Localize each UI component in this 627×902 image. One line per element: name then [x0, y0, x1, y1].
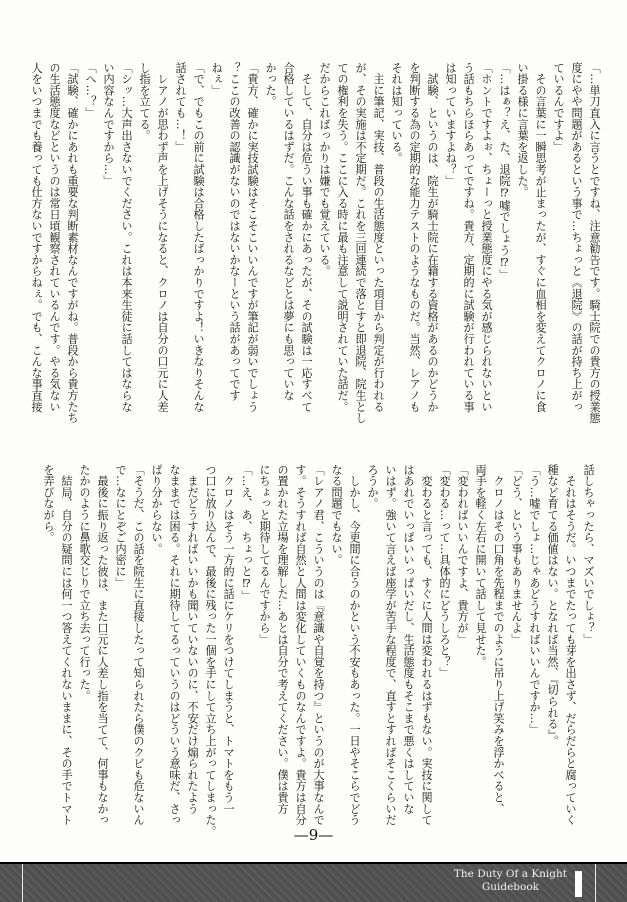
footer-divider — [22, 864, 23, 902]
text-column: 「変わればいいんですよ、貴方が」 — [456, 464, 469, 645]
text-column: す。そうすれば自然と人間は変化していくものなんですよ。貴方は自分 — [294, 464, 307, 826]
text-column: 「変わる…って…具体的にどうしろと？」 — [438, 464, 451, 679]
text-column: は知っていますよね？」 — [444, 62, 457, 187]
text-column: の生活態度などというのは常日頃観察されているんです。やる気ない — [48, 62, 61, 413]
text-column: ているんですよ」 — [552, 62, 565, 153]
text-column: それは知っている。 — [390, 62, 403, 164]
text-column: かった。 — [264, 62, 277, 108]
text-column: にちょっと期待してるんですから」 — [258, 464, 271, 645]
book-title-line2: Guidebook — [481, 881, 540, 893]
text-column: それはそうだ。いつまでたっても芽を出さず、だらだらと腐っていく — [564, 464, 577, 826]
text-column: を判断する為の定期的な能力テストのようなものだ。当然、レアノも — [408, 62, 421, 413]
text-column: クロノはそう一方的に話にケリをつけてしまうと、トマトをもう一 — [222, 464, 235, 815]
text-column: 「レアノ君、こういうのは『意識や自覚を持つ』というのが大事なんで — [312, 464, 325, 826]
text-column: 「試験、確かにあれも重要な判断素材なんですがね。普段から貴方たち — [66, 62, 79, 424]
text-column: 主に筆記、実技、普段の生活態度といった項目から判定が行われる — [372, 62, 385, 413]
text-column: だからこればっかりは嫌でも覚えている。 — [318, 62, 331, 277]
text-column: 合格しているはずだ。こんな話をされるなどとは夢にも思っていな — [282, 62, 295, 401]
text-column: いはず。強いて言えば座学が苦手な程度で、直すとすればそこくらいだ — [384, 464, 397, 826]
text-column: ？ここの改善の認識がないのではないかなーという話があってです — [228, 62, 241, 401]
text-column: 「う…嘘でしょ…じゃあどうすればいいんですか…」 — [528, 464, 541, 736]
text-column: で…なにとぞご内密に」 — [114, 464, 127, 589]
text-column: し指を立てる。 — [138, 62, 151, 142]
text-column: ぱり分からない。 — [150, 464, 163, 555]
text-column: ろうか。 — [366, 464, 379, 510]
text-column: を弄びながら。 — [42, 464, 55, 544]
bottom-text-block — [39, 464, 597, 837]
text-column: い内容なんですから…」 — [102, 62, 115, 187]
text-column: つ口に放り込んで、最後に残った一個を手にして立ち上がってしまった。 — [204, 464, 217, 837]
text-column: その言葉に一瞬思考が止まったが、すぐに血相を変えてクロノに食 — [534, 62, 547, 413]
text-column: 「シッ…大声出さないでください。これは本来生徒に話してはならな — [120, 62, 133, 413]
text-column: 「そうだ、この話を院生に直接したって知られたら僕のクビも危ないん — [132, 464, 145, 826]
text-column: 「…はぁ？え、た、退院⁉嘘でしょう⁉」 — [498, 62, 511, 281]
book-title-line1: The Duty Of a Knight — [453, 868, 567, 880]
text-column: 「貴方、確かに実技試験はそこそこいいんですが筆記が弱いでしょう — [246, 62, 259, 413]
text-column: 「へ…？」 — [84, 62, 97, 119]
text-column: ての権利を失う。ここに入る時に最も注意して説明されていた話だ。 — [336, 62, 349, 413]
text-column: そして、自分は危うい事も確かにあったが、その試験は一応すべて — [300, 62, 313, 413]
text-column: なる問題でもない。 — [330, 464, 343, 566]
text-column: まだどうすればいいかも聞いていないのに、不安だけ煽られたよう — [186, 464, 199, 815]
text-column: クロノはその口角を先程までのように吊り上げ笑みを浮かべると、 — [492, 464, 505, 815]
text-column: 「…単刀直入に言うとですね、注意勧告です。騎士院での貴方の授業態 — [588, 62, 601, 424]
text-column: 結局、自分の疑問には何一つ答えてくれないままに、その手でトマト — [60, 464, 73, 826]
text-column: 話されても…！」 — [174, 62, 187, 153]
text-column: 人をいつまでも養っても仕方ないですからねぇ。でも、こんな事直接 — [30, 62, 43, 413]
text-column: 種など育てる価値はない。となれば当然、『切られる』。 — [546, 464, 559, 747]
top-text-block — [27, 62, 603, 430]
text-column: 度にやや問題があるという事で…ちょっと《退院》の話が持ち上がっ — [570, 62, 583, 413]
footer-band — [0, 862, 627, 902]
text-column: ねぇ」 — [210, 62, 223, 96]
text-column: はあれでいっぱいいっぱいだし、生活態度もそこまで悪くはしていな — [402, 464, 415, 815]
text-column: が、その実施は不定期だ。これを三回連続で落とすと即退院、院生とし — [354, 62, 367, 424]
text-column: 両手を軽く左右に開いて話して見せた。 — [474, 464, 487, 668]
page-number: —9— — [293, 826, 334, 844]
text-column: 「…え、あ、ちょっと⁉」 — [240, 464, 253, 602]
text-column: 「ホントですよぉ、ちょーっと授業態度にやる気が感じられないとい — [480, 62, 493, 413]
text-column: 試験、というのは、院生が騎士院に在籍する資格があるのかどうか — [426, 62, 439, 413]
text-column: う話もちらほらあってですね。貴方、定期的に試験が行われている事 — [462, 62, 475, 413]
text-column: 「で、でもこの前に試験は合格したばっかりですよ！いきなりそんな — [192, 62, 205, 413]
text-column: 最後に振り返った彼は、また口元に人差し指を当てて、何事もなかっ — [96, 464, 109, 826]
text-column: 話しちゃったら、マズいでしょ？」 — [582, 464, 595, 645]
book-title — [454, 868, 567, 894]
text-column: たかのように鼻歌交じりで立ち去って行った。 — [78, 464, 91, 702]
footer-divider — [595, 864, 596, 902]
text-column: 「どう、という事もありませんよ」 — [510, 464, 523, 645]
text-column: 変わると言っても、すぐに人間は変われるはずもない。実技に関して — [420, 464, 433, 826]
text-column: しかし、今更間に合うのかという不安もあった。一日やそこらでどう — [348, 464, 361, 826]
text-column: レアノが思わず声を上げそうになると、クロノは自分の口元に人差 — [156, 62, 169, 413]
text-column: い掛る様に言葉を返した。 — [516, 62, 529, 198]
footer-marker — [575, 871, 582, 897]
text-column: なままでは困る。それに期待してるっていうのはどういう意味だ、さっ — [168, 464, 181, 826]
text-column: の置かれた立場を理解した…あとは自分で考えてください。僕は貴方 — [276, 464, 289, 815]
